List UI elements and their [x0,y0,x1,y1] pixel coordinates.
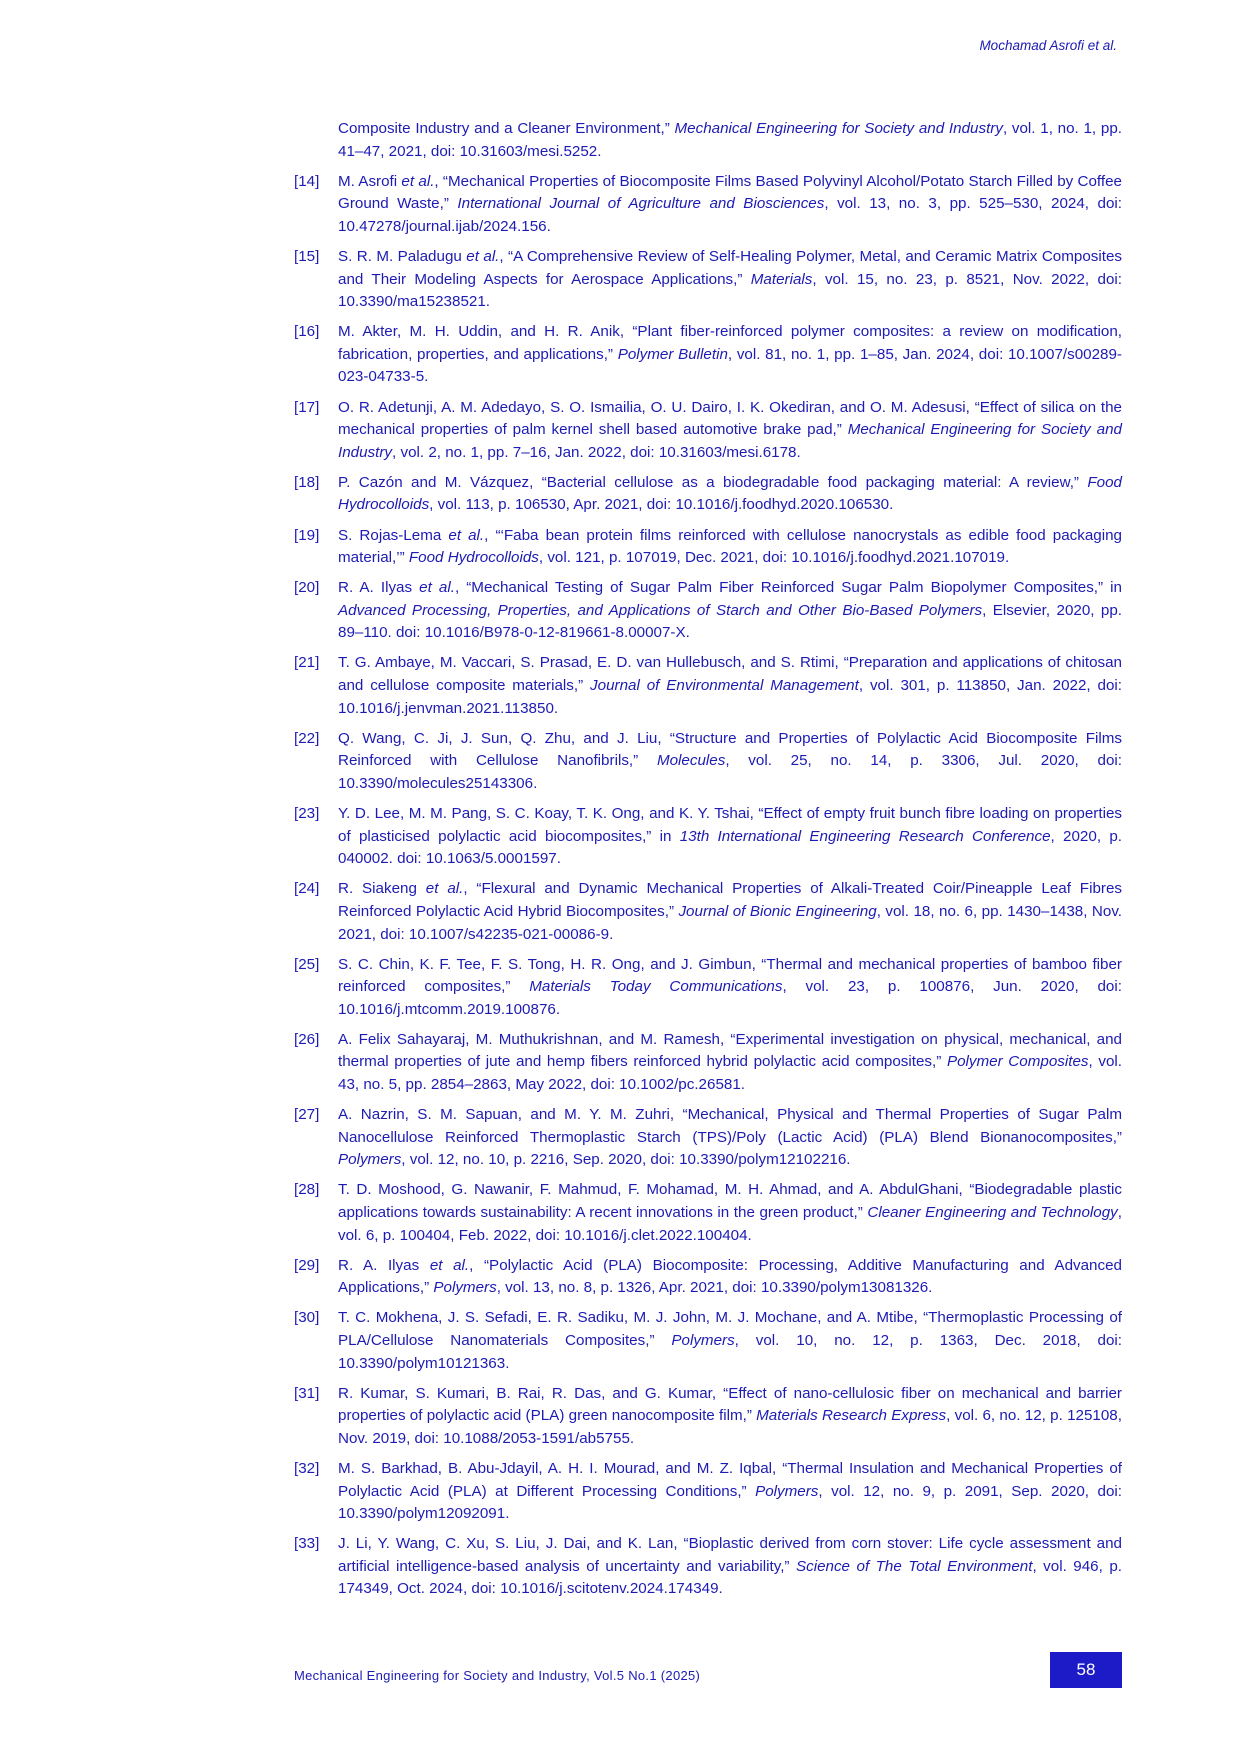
ref-number: [31] [294,1384,320,1402]
ref-number: [19] [294,526,320,544]
reference-item [290,728,1122,796]
ref-number: [16] [294,323,320,341]
ref-authors: M. S. Barkhad, B. Abu-Jdayil, A. H. I. Mourad, and M. Z. Iqbal, “Thermal Insulation and Mechanical Properties of Polylactic Acid (PLA) at Different Processing Conditions,” [338,1459,1122,1500]
ref-journal: Advanced Processing, Properties, and Applications of Starch and Other Bio-Based Polymers [338,601,983,619]
ref-details: , vol. 113, p. 106530, Apr. 2021, doi: 10.1016/j.foodhyd.2020.106530. [429,496,894,514]
ref-details: , vol. 1, no. 1, pp. 41–47, 2021, doi: 10.31603/mesi.5252. [338,120,1122,160]
ref-number: [20] [294,579,320,597]
ref-authors: R. Kumar, S. Kumari, B. Rai, R. Das, and G. Kumar, “Effect of nano-cellulosic fiber on mechanical and barrier properties of polylactic acid (PLA) green nanocomposite film,” [338,1384,1122,1425]
ref-number: [28] [294,1181,320,1199]
ref-etal: et al. [401,172,435,190]
ref-title: , “Flexural and Dynamic Mechanical Properties of Alkali-Treated Coir/Pineapple Leaf Fibres Reinforced Polylactic Acid Hybrid Biocomposites,” [338,880,1122,920]
ref-journal: Mechanical Engineering for Society and Industry [338,421,1123,461]
ref-authors: O. R. Adetunji, A. M. Adedayo, S. O. Ismailia, O. U. Dairo, I. K. Okediran, and O. M. Adesusi, “Effect of silica on the mechanical properties of palm kernel shell based automotive brake pad,” [338,398,1122,439]
ref-details: , vol. 15, no. 23, p. 8521, Nov. 2022, doi: 10.3390/ma15238521. [338,270,1122,311]
ref-number: [33] [294,1535,320,1553]
reference-item [290,1533,1122,1601]
ref-details: , vol. 301, p. 113850, Jan. 2022, doi: 10.1016/j.jenvman.2021.113850. [338,677,1123,717]
ref-number: [29] [294,1256,320,1274]
ref-number: [24] [294,880,320,898]
ref-journal: Materials [750,270,813,288]
reference-item [290,878,1122,946]
reference-item [290,171,1122,239]
ref-journal: Materials Research Express [756,1407,947,1425]
ref-authors: R. Siakeng [338,880,426,898]
ref-authors: J. Li, Y. Wang, C. Xu, S. Liu, J. Dai, and K. Lan, “Bioplastic derived from corn stover: Life cycle assessment and artificial intelligence-based analysis of uncertainty and variability,” [338,1535,1122,1575]
ref-authors: M. Akter, M. H. Uddin, and H. R. Anik, “Plant fiber-reinforced polymer composites: a review on modification, fabrication, properties, and applications,” [338,323,1122,363]
ref-details: , vol. 81, no. 1, pp. 1–85, Jan. 2024, doi: 10.1007/s00289-023-04733-5. [338,345,1122,386]
reference-item [290,1458,1122,1526]
reference-item [290,1307,1122,1375]
ref-number: [14] [294,172,320,190]
ref-details: , vol. 121, p. 107019, Dec. 2021, doi: 10.1016/j.foodhyd.2021.107019. [538,549,1010,567]
reference-continuation [290,118,1122,163]
ref-journal: Polymer Composites [946,1053,1089,1071]
ref-authors: A. Nazrin, S. M. Sapuan, and M. Y. M. Zuhri, “Mechanical, Physical and Thermal Properties of Sugar Palm Nanocellulose Reinforced Thermoplastic Starch (TPS)/Poly (Lactic Acid) (PLA) Blend Bionanocomposites,” [338,1106,1122,1146]
ref-details: , vol. 13, no. 3, pp. 525–530, 2024, doi: 10.47278/journal.ijab/2024.156. [338,195,1123,235]
reference-item [290,1255,1122,1300]
reference-item [290,577,1122,645]
ref-details: , 2020, p. 040002. doi: 10.1063/5.0001597. [338,827,1122,868]
ref-number: [30] [294,1309,320,1327]
ref-etal: et al. [429,1256,470,1274]
ref-details: , vol. 18, no. 6, pp. 1430–1438, Nov. 2021, doi: 10.1007/s42235-021-00086-9. [338,902,1123,943]
ref-authors: T. G. Ambaye, M. Vaccari, S. Prasad, E. D. van Hullebusch, and S. Rtimi, “Preparation and applications of chitosan and cellulose composite materials,” [338,654,1122,695]
ref-number: [18] [294,473,320,491]
ref-authors: R. A. Ilyas [338,1256,430,1274]
ref-number: [21] [294,654,320,672]
reference-item [290,803,1122,871]
ref-etal: et al. [466,247,500,265]
ref-journal: Journal of Bionic Engineering [678,902,877,920]
ref-authors: Y. D. Lee, M. M. Pang, S. C. Koay, T. K. Ong, and K. Y. Tshai, “Effect of empty fruit bunch fibre loading on properties of plasticised polylactic acid biocomposites,” in [338,805,1122,845]
reference-item [290,321,1122,389]
ref-title: , “A Comprehensive Review of Self-Healing Polymer, Metal, and Ceramic Matrix Composites and Their Modeling Aspects for Aerospace Applications,” [338,247,1123,288]
ref-journal: Mechanical Engineering for Society and Industry [674,120,1003,137]
ref-journal: Polymers [671,1332,735,1349]
reference-list [290,118,1122,1609]
reference-item [290,1104,1122,1172]
ref-journal: Molecules [656,752,726,770]
ref-number: [27] [294,1106,320,1124]
ref-journal: 13th International Engineering Research Conference [679,827,1051,845]
ref-journal: International Journal of Agriculture and Biosciences [457,195,825,213]
ref-authors: S. R. M. Paladugu [338,247,467,265]
ref-journal: Polymer Bulletin [617,345,728,363]
ref-number: [23] [294,805,320,823]
ref-details: , vol. 10, no. 12, p. 1363, Dec. 2018, doi: 10.3390/polym10121363. [338,1332,1123,1372]
ref-title: , “Mechanical Testing of Sugar Palm Fiber Reinforced Sugar Palm Biopolymer Composites,” in [454,579,1122,597]
ref-journal: Science of The Total Environment [795,1557,1033,1575]
ref-details: , vol. 43, no. 5, pp. 2854–2863, May 2022, doi: 10.1002/pc.26581. [338,1053,1123,1094]
ref-authors: P. Cazón and M. Vázquez, “Bacterial cellulose as a biodegradable food packaging material: A review,” [338,473,1088,491]
reference-item [290,1179,1122,1247]
running-header-authors: Mochamad Asrofi et al. [979,38,1117,53]
reference-item [290,652,1122,720]
reference-item [290,954,1122,1022]
reference-item [290,397,1122,465]
ref-journal: Polymers [433,1279,497,1297]
ref-journal: Polymers [338,1151,402,1169]
reference-item [290,472,1122,517]
footer-journal-name: Mechanical Engineering for Society and Industry, Vol.5 No.1 (2025) [294,1668,701,1683]
ref-journal: Journal of Environmental Management [590,677,859,695]
page-number: 58 [1076,1660,1096,1679]
ref-details: , vol. 12, no. 9, p. 2091, Sep. 2020, doi: 10.3390/polym12092091. [338,1482,1122,1523]
ref-authors: T. D. Moshood, G. Nawanir, F. Mahmud, F. Mohamad, M. H. Ahmad, and A. AbdulGhani, “Biodegradable plastic applications towards sustainability: A recent innovations in the green product,” [338,1181,1122,1222]
ref-details: , Elsevier, 2020, pp. 89–110. doi: 10.1016/B978-0-12-819661-8.00007-X. [338,601,1122,642]
ref-journal: Cleaner Engineering and Technology [867,1204,1118,1222]
ref-details: , vol. 2, no. 1, pp. 7–16, Jan. 2022, doi: 10.31603/mesi.6178. [392,443,801,461]
ref-details: , vol. 25, no. 14, p. 3306, Jul. 2020, doi: 10.3390/molecules25143306. [338,752,1123,792]
ref-number: [17] [294,398,320,416]
ref-authors: Q. Wang, C. Ji, J. Sun, Q. Zhu, and J. Liu, “Structure and Properties of Polylactic Acid Biocomposite Films Reinforced with Cellulose Nanofibrils,” [338,729,1122,770]
page-number-badge [1050,1652,1122,1688]
ref-authors: A. Felix Sahayaraj, M. Muthukrishnan, and M. Ramesh, “Experimental investigation on physical, mechanical, and thermal properties of jute and hemp fibers reinforced hybrid polylactic acid composites,” [338,1030,1122,1071]
ref-details: , vol. 6, no. 12, p. 125108, Nov. 2019, doi: 10.1088/2053-1591/ab5755. [338,1407,1122,1447]
ref-etal: et al. [419,579,455,597]
ref-number: [15] [294,247,320,265]
ref-details: , vol. 23, p. 100876, Jun. 2020, doi: 10.1016/j.mtcomm.2019.100876. [338,978,1122,1018]
ref-journal: Food Hydrocolloids [338,473,1122,514]
ref-title: , “‘Faba bean protein films reinforced with cellulose nanocrystals as edible food packaging material,’” [338,526,1122,567]
ref-text: Composite Industry and a Cleaner Environment,” [338,120,675,137]
ref-number: [32] [294,1459,320,1477]
ref-number: [26] [294,1030,320,1048]
reference-item [290,1029,1122,1097]
reference-item [290,525,1122,570]
reference-item [290,1383,1122,1451]
ref-details: , vol. 12, no. 10, p. 2216, Sep. 2020, doi: 10.3390/polym12102216. [401,1151,851,1169]
ref-journal: Polymers [755,1482,819,1500]
ref-title: , “Polylactic Acid (PLA) Biocomposite: Processing, Additive Manufacturing and Advanced Applications,” [338,1256,1122,1297]
ref-details: , vol. 6, p. 100404, Feb. 2022, doi: 10.1016/j.clet.2022.100404. [338,1204,1122,1244]
ref-title: , “Mechanical Properties of Biocomposite Films Based Polyvinyl Alcohol/Potato Starch Filled by Coffee Ground Waste,” [338,172,1122,213]
ref-authors: T. C. Mokhena, J. S. Sefadi, E. R. Sadiku, M. J. John, M. J. Mochane, and A. Mtibe, “Thermoplastic Processing of PLA/Cellulose Nanomaterials Composites,” [338,1309,1122,1349]
ref-number: [25] [294,955,320,973]
ref-authors: S. C. Chin, K. F. Tee, F. S. Tong, H. R. Ong, and J. Gimbun, “Thermal and mechanical properties of bamboo fiber reinforced composites,” [338,955,1122,996]
reference-item [290,246,1122,314]
ref-etal: et al. [448,526,485,544]
ref-journal: Food Hydrocolloids [408,549,539,567]
ref-etal: et al. [425,880,464,898]
ref-number: [22] [294,729,320,747]
ref-authors: M. Asrofi [338,172,402,190]
ref-details: , vol. 946, p. 174349, Oct. 2024, doi: 10.1016/j.scitotenv.2024.174349. [338,1557,1122,1598]
ref-details: , vol. 13, no. 8, p. 1326, Apr. 2021, doi: 10.3390/polym13081326. [496,1279,933,1297]
ref-authors: S. Rojas-Lema [338,526,449,544]
ref-journal: Materials Today Communications [529,978,783,996]
ref-authors: R. A. Ilyas [338,579,420,597]
